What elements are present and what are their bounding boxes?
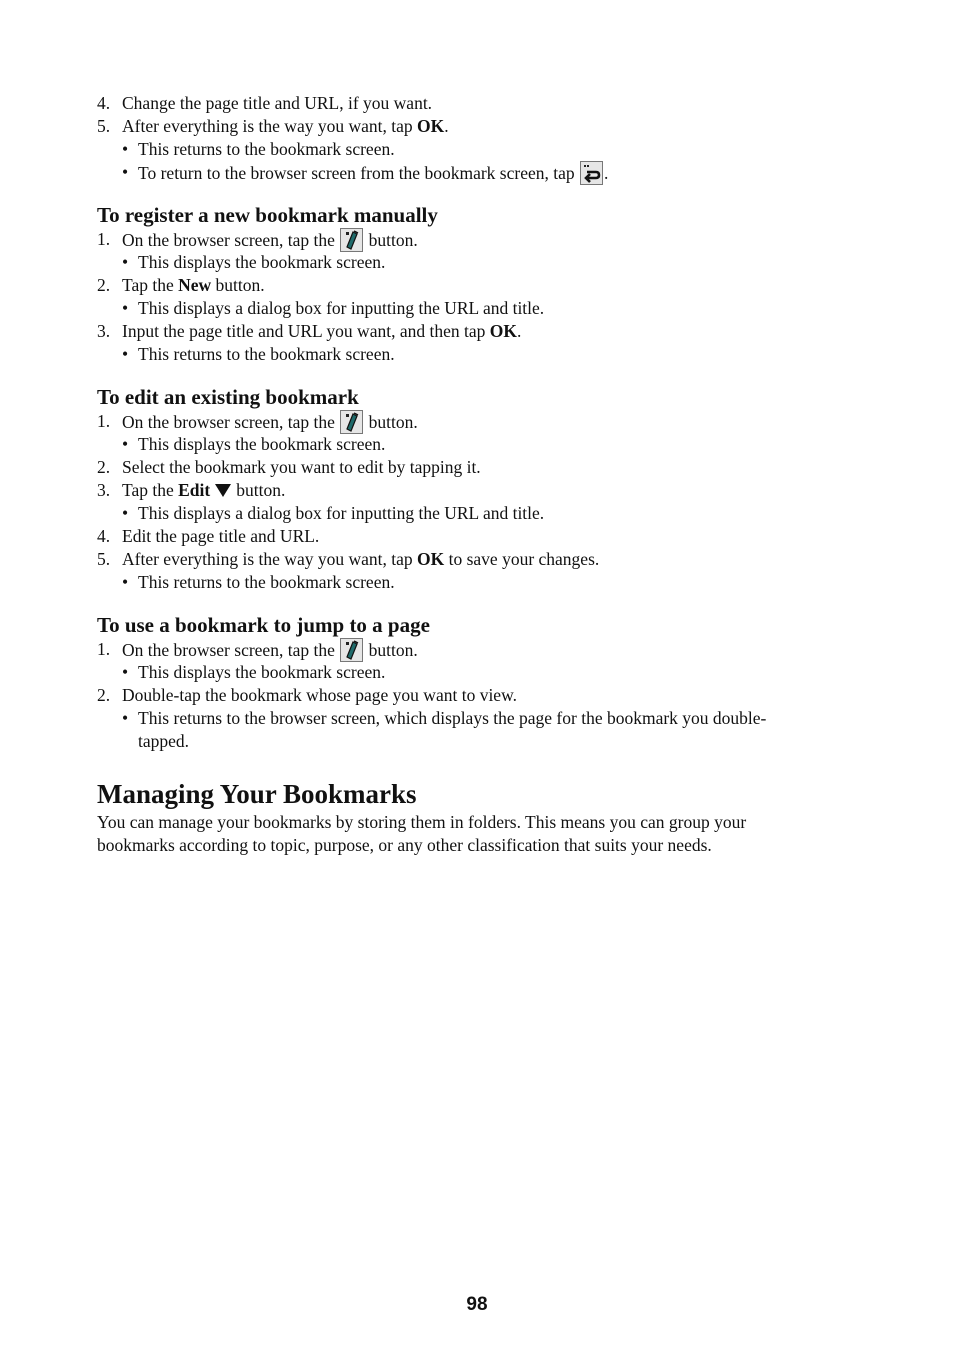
step-2 — [97, 274, 842, 297]
step-1 — [97, 638, 842, 661]
bullet-dot: • — [122, 572, 129, 592]
bullet-dot: • — [122, 139, 129, 159]
section-heading-edit: To edit an existing bookmark — [97, 385, 359, 409]
bullet — [97, 297, 842, 320]
text-run: . — [516, 321, 522, 341]
edit-label: Edit — [178, 480, 211, 500]
bullet-dot: • — [122, 162, 129, 182]
return-icon — [580, 161, 603, 185]
text-run: To return to the browser screen from the bookmark screen, tap — [138, 163, 575, 183]
text-run: Tap the — [122, 480, 179, 500]
ok-label: OK — [489, 321, 517, 341]
step-text — [122, 410, 418, 434]
step-number: 2. — [97, 685, 111, 705]
step-4 — [97, 525, 842, 548]
text-run: . — [444, 116, 449, 136]
text-run: Input the page title and URL you want, and then tap — [122, 321, 490, 341]
step-text — [122, 274, 265, 297]
text-run: button. — [368, 412, 418, 432]
step-number: 5. — [97, 116, 111, 136]
step-text: Change the page title and URL, if you want. — [122, 93, 433, 113]
text-run: After everything is the way you want, tap — [122, 549, 417, 569]
step-number: 1. — [97, 639, 111, 659]
step-3 — [97, 479, 842, 502]
section-heading-register: To register a new bookmark manually — [97, 203, 438, 227]
text-run: On the browser screen, tap the — [122, 412, 335, 432]
bullet-text: This returns to the browser screen, which displays the page for the bookmark you double- — [138, 708, 767, 728]
managing-paragraph — [97, 811, 842, 857]
bullet-dot: • — [122, 298, 129, 318]
text-run: . — [603, 163, 609, 183]
new-label: New — [178, 275, 212, 295]
bullet-text — [138, 161, 608, 185]
bookmark-icon — [340, 228, 363, 252]
text-run: to save your changes. — [444, 549, 600, 569]
step-5 — [97, 548, 842, 571]
ok-label: OK — [417, 116, 445, 136]
step-number: 3. — [97, 321, 111, 341]
step-3 — [97, 320, 842, 343]
bullet — [97, 661, 842, 684]
step-number: 4. — [97, 526, 111, 546]
step-text — [122, 638, 418, 662]
text-run: button. — [368, 640, 418, 660]
bullet — [97, 571, 842, 594]
bullet — [97, 343, 842, 366]
bullet-text: tapped. — [138, 731, 190, 751]
step-2 — [97, 684, 842, 707]
step-text — [122, 320, 521, 343]
bookmark-icon — [340, 410, 363, 434]
text-run: button. — [211, 275, 265, 295]
text-run: button. — [236, 480, 286, 500]
bullet-text: This displays the bookmark screen. — [138, 662, 386, 682]
bullet-dot: • — [122, 708, 129, 728]
bullet — [97, 251, 842, 274]
step-number: 2. — [97, 457, 111, 477]
bullet-text: This displays the bookmark screen. — [138, 434, 386, 454]
bullet-dot: • — [122, 662, 129, 682]
ok-label: OK — [417, 549, 445, 569]
bullet-continuation — [97, 730, 842, 753]
bullet-text: This displays the bookmark screen. — [138, 252, 386, 272]
step-number: 5. — [97, 549, 111, 569]
step-text — [122, 548, 599, 571]
step-2 — [97, 456, 842, 479]
bullet-text: This displays a dialog box for inputting the URL and title. — [138, 503, 545, 523]
bullet-dot: • — [122, 344, 129, 364]
step-number: 2. — [97, 275, 111, 295]
step-text — [122, 115, 449, 138]
step-1 — [97, 410, 842, 433]
step-number: 4. — [97, 93, 111, 113]
step-number: 1. — [97, 229, 111, 249]
bullet — [97, 502, 842, 525]
bookmark-icon — [340, 638, 363, 662]
step-number: 3. — [97, 480, 111, 500]
step-5 — [97, 115, 842, 138]
step-text — [122, 479, 285, 502]
text-run: button. — [368, 230, 418, 250]
step-text — [122, 228, 418, 252]
bullet-text: This returns to the bookmark screen. — [138, 572, 395, 592]
step-text: Double-tap the bookmark whose page you want to view. — [122, 685, 517, 705]
bullet-text: This returns to the bookmark screen. — [138, 344, 395, 364]
text-run: After everything is the way you want, tap — [122, 116, 417, 136]
page-content — [97, 92, 842, 857]
bullet — [97, 138, 842, 161]
text-run: On the browser screen, tap the — [122, 230, 335, 250]
step-4 — [97, 92, 842, 115]
bullet-dot: • — [122, 503, 129, 523]
step-1 — [97, 228, 842, 251]
section-heading-managing: Managing Your Bookmarks — [97, 779, 417, 809]
bullet-text: This returns to the bookmark screen. — [138, 139, 395, 159]
dropdown-triangle-icon — [214, 483, 232, 498]
section-heading-jump: To use a bookmark to jump to a page — [97, 613, 430, 637]
bullet-text: This displays a dialog box for inputting the URL and title. — [138, 298, 545, 318]
bullet — [97, 707, 842, 730]
text-run: Tap the — [122, 275, 179, 295]
paragraph-line: bookmarks according to topic, purpose, or any other classification that suits your needs. — [97, 835, 712, 855]
step-text: Edit the page title and URL. — [122, 526, 320, 546]
text-run: On the browser screen, tap the — [122, 640, 335, 660]
bullet — [97, 433, 842, 456]
bullet-dot: • — [122, 434, 129, 454]
page-number: 98 — [466, 1294, 488, 1315]
paragraph-line: You can manage your bookmarks by storing them in folders. This means you can group your — [97, 812, 747, 832]
bullet-dot: • — [122, 252, 129, 272]
step-text: Select the bookmark you want to edit by tapping it. — [122, 457, 481, 477]
step-number: 1. — [97, 411, 111, 431]
bullet — [97, 161, 842, 184]
